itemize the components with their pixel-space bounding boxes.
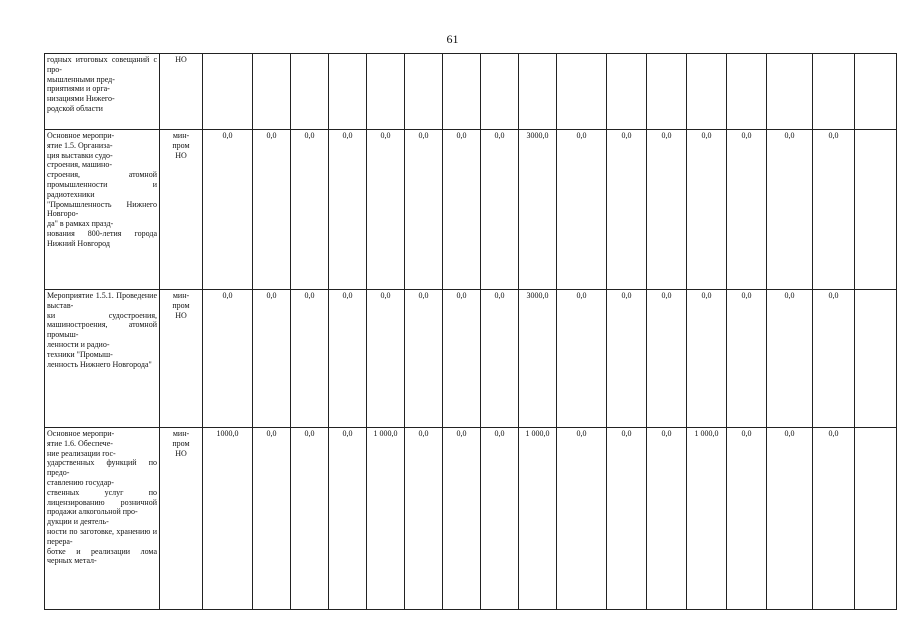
- value-cell: 0,0: [481, 428, 519, 610]
- value-cell: 0,0: [443, 428, 481, 610]
- value-cell: [855, 130, 897, 290]
- value-cell: 0,0: [607, 428, 647, 610]
- value-cell: 3000,0: [519, 290, 557, 428]
- executor-cell: НО: [160, 54, 203, 130]
- value-cell: [727, 54, 767, 130]
- table-row: [45, 130, 897, 290]
- value-cell: [203, 54, 253, 130]
- activity-name-cell: Основное меропри- ятие 1.5. Организа- ция выставки судо- строения, машино- строения, атомной промышленности и радиотехники "Промышленность Нижнего Новгоро- да" в рамках празд- нования 800-летия города Нижний Новгород: [45, 130, 160, 290]
- value-cell: 0,0: [405, 428, 443, 610]
- value-cell: 1 000,0: [367, 428, 405, 610]
- value-cell: 0,0: [367, 130, 405, 290]
- value-cell: [647, 54, 687, 130]
- value-cell: [367, 54, 405, 130]
- page-number: 61: [446, 32, 459, 46]
- value-cell: 0,0: [813, 130, 855, 290]
- value-cell: [557, 54, 607, 130]
- value-cell: 0,0: [687, 130, 727, 290]
- value-cell: [329, 54, 367, 130]
- value-cell: 0,0: [329, 130, 367, 290]
- value-cell: [443, 54, 481, 130]
- value-cell: 0,0: [203, 290, 253, 428]
- value-cell: [813, 54, 855, 130]
- value-cell: [291, 54, 329, 130]
- value-cell: 0,0: [647, 428, 687, 610]
- value-cell: 0,0: [329, 290, 367, 428]
- value-cell: 0,0: [443, 290, 481, 428]
- value-cell: 0,0: [647, 130, 687, 290]
- value-cell: 0,0: [687, 290, 727, 428]
- value-cell: 0,0: [291, 428, 329, 610]
- executor-cell: мин- пром НО: [160, 130, 203, 290]
- value-cell: 0,0: [253, 428, 291, 610]
- value-cell: [253, 54, 291, 130]
- value-cell: 0,0: [405, 130, 443, 290]
- value-cell: 3000,0: [519, 130, 557, 290]
- value-cell: [767, 54, 813, 130]
- value-cell: [855, 290, 897, 428]
- value-cell: 0,0: [557, 290, 607, 428]
- table-row: [45, 54, 897, 130]
- value-cell: 0,0: [607, 290, 647, 428]
- value-cell: 0,0: [291, 130, 329, 290]
- value-cell: 1 000,0: [519, 428, 557, 610]
- value-cell: 0,0: [727, 290, 767, 428]
- value-cell: 0,0: [813, 290, 855, 428]
- executor-cell: мин- пром НО: [160, 428, 203, 610]
- value-cell: 0,0: [557, 428, 607, 610]
- value-cell: 0,0: [481, 290, 519, 428]
- value-cell: 0,0: [203, 130, 253, 290]
- value-cell: 0,0: [767, 130, 813, 290]
- value-cell: 0,0: [329, 428, 367, 610]
- value-cell: 0,0: [813, 428, 855, 610]
- value-cell: 0,0: [481, 130, 519, 290]
- value-cell: 0,0: [727, 428, 767, 610]
- value-cell: 0,0: [405, 290, 443, 428]
- value-cell: 0,0: [607, 130, 647, 290]
- value-cell: 0,0: [443, 130, 481, 290]
- table-row: [45, 290, 897, 428]
- value-cell: [519, 54, 557, 130]
- value-cell: 0,0: [367, 290, 405, 428]
- value-cell: 0,0: [727, 130, 767, 290]
- value-cell: 0,0: [767, 428, 813, 610]
- value-cell: [481, 54, 519, 130]
- activity-name-cell: Основное меропри- ятие 1.6. Обеспече- ние реализации гос- ударственных функций по предо- ставлению государ- ственных услуг по лицензированию розничной продажи алкогольной про- дукции и деятель- ности по заготовке, хранению и перера- ботке и реализации лома черных метал-: [45, 428, 160, 610]
- activity-name-cell: Мероприятие 1.5.1. Проведение выстав- ки судостроения, машиностроения, атомной промыш- ленности и радио- техники "Промыш- ленность Нижнего Новгорода": [45, 290, 160, 428]
- value-cell: [687, 54, 727, 130]
- table-row: [45, 428, 897, 610]
- value-cell: 1000,0: [203, 428, 253, 610]
- value-cell: [607, 54, 647, 130]
- budget-table: [44, 53, 897, 610]
- value-cell: 0,0: [291, 290, 329, 428]
- value-cell: [405, 54, 443, 130]
- value-cell: 1 000,0: [687, 428, 727, 610]
- value-cell: 0,0: [767, 290, 813, 428]
- activity-name-cell: годных итоговых совещаний с про- мышленными пред- приятиями и орга- низациями Нижего- родской области: [45, 54, 160, 130]
- value-cell: [855, 54, 897, 130]
- executor-cell: мин- пром НО: [160, 290, 203, 428]
- value-cell: 0,0: [253, 290, 291, 428]
- value-cell: [855, 428, 897, 610]
- value-cell: 0,0: [647, 290, 687, 428]
- value-cell: 0,0: [253, 130, 291, 290]
- value-cell: 0,0: [557, 130, 607, 290]
